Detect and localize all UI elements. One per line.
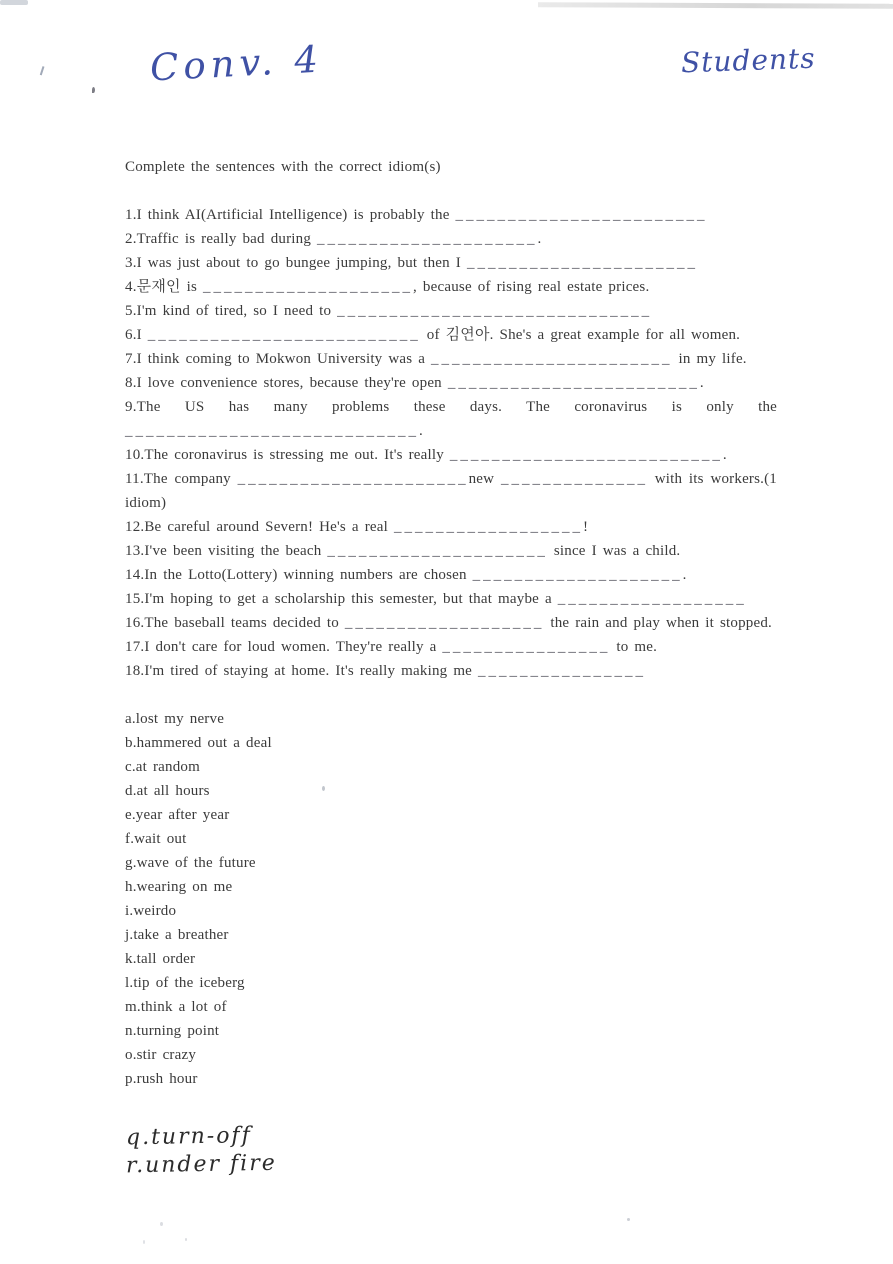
answer-blank: ____________________ (203, 279, 414, 295)
answer-blank: ______________________________ (337, 303, 653, 319)
idiom-option: o.stir crazy (125, 1047, 197, 1063)
answer-blank: _______________________ (431, 351, 673, 367)
handwritten-course-title: Conv. 4 (148, 37, 325, 90)
question-line: 10.The coronavirus is stressing me out. It's really __________________________. (125, 447, 727, 463)
answer-blank: ________________ (442, 639, 611, 655)
scan-artifact-speck (627, 1218, 630, 1221)
idiom-option: k.tall order (125, 951, 196, 967)
scan-artifact-speck (92, 87, 95, 93)
answer-blank: _____________________ (317, 231, 538, 247)
question-line: 13.I've been visiting the beach _____________________ since I was a child. (125, 543, 681, 559)
answer-blank: __________________________ (449, 447, 723, 463)
answer-blank: __________________ (557, 591, 747, 607)
worksheet-body (125, 155, 777, 1091)
scan-artifact-top-streak (538, 2, 893, 9)
scan-artifact-speck (185, 1238, 187, 1241)
question-line: 17.I don't care for loud women. They're really a ________________ to me. (125, 639, 658, 655)
question-line: 6.I __________________________ of 김연아. She's a great example for all women. (125, 327, 741, 343)
instructions-line: Complete the sentences with the correct idiom(s) (125, 159, 441, 175)
question-line: 15.I'm hoping to get a scholarship this semester, but that maybe a __________________ (125, 591, 747, 607)
idiom-option: n.turning point (125, 1023, 220, 1039)
scan-artifact-speck (143, 1240, 145, 1244)
question-line: 14.In the Lotto(Lottery) winning numbers are chosen ____________________. (125, 567, 687, 583)
scan-artifact-speck (160, 1222, 163, 1226)
answer-blank: __________________________ (147, 327, 421, 343)
question-line: 8.I love convenience stores, because they're open ________________________. (125, 375, 704, 391)
question-line: 18.I'm tired of staying at home. It's really making me ________________ (125, 663, 646, 679)
idiom-option: b.hammered out a deal (125, 735, 272, 751)
idiom-option: a.lost my nerve (125, 711, 225, 727)
question-line: 12.Be careful around Severn! He's a real __________________! (125, 519, 589, 535)
question-line: 4.문재인 is ____________________, because of rising real estate prices. (125, 279, 650, 295)
scan-artifact-speck (40, 66, 49, 77)
handwritten-options (126, 1124, 277, 1180)
idiom-option: p.rush hour (125, 1071, 198, 1087)
answer-blank: __________________ (393, 519, 583, 535)
idiom-options-list (125, 707, 777, 1091)
question-line: 1.I think AI(Artificial Intelligence) is probably the ________________________ (125, 207, 708, 223)
idiom-option: i.weirdo (125, 903, 177, 919)
idiom-option: l.tip of the iceberg (125, 975, 245, 991)
idiom-option: e.year after year (125, 807, 230, 823)
idiom-option: h.wearing on me (125, 879, 233, 895)
answer-blank: ___________________ (344, 615, 545, 631)
answer-blank: ____________________________ (125, 423, 419, 439)
idiom-option: f.wait out (125, 831, 187, 847)
question-line: 5.I'm kind of tired, so I need to ______________________________ (125, 303, 653, 319)
answer-blank: ________________________ (447, 375, 700, 391)
scan-artifact-corner-mark (0, 0, 28, 5)
question-line: 16.The baseball teams decided to ___________________ the rain and play when it stopped. (125, 615, 772, 631)
idiom-option: g.wave of the future (125, 855, 256, 871)
question-line: 2.Traffic is really bad during _____________________. (125, 231, 542, 247)
answer-blank: ______________________ (466, 255, 698, 271)
answer-blank: ________________________ (455, 207, 708, 223)
question-line: 11.The company ______________________new ______________ with its workers.(1 idiom) (125, 471, 778, 511)
answer-blank: _____________________ (327, 543, 548, 559)
handwritten-idiom-option: r.under fire (125, 1150, 277, 1179)
idiom-option: d.at all hours (125, 783, 210, 799)
idiom-option: j.take a breather (125, 927, 229, 943)
answer-blank: ______________________ (237, 471, 469, 487)
idiom-option: m.think a lot of (125, 999, 227, 1015)
question-line: 3.I was just about to go bungee jumping, but then I ______________________ (125, 255, 698, 271)
answer-blank: ________________ (478, 663, 646, 679)
handwritten-students-label: Students (680, 41, 817, 80)
answer-blank: ______________ (500, 471, 648, 487)
question-line: 9.The US has many problems these days. The coronavirus is only the ____________________________. (125, 399, 777, 439)
idiom-option: c.at random (125, 759, 201, 775)
handwritten-idiom-option: q.turn-off (125, 1123, 252, 1151)
question-line: 7.I think coming to Mokwon University was a _______________________ in my life. (125, 351, 747, 367)
questions-list (125, 203, 777, 683)
answer-blank: ____________________ (472, 567, 683, 583)
